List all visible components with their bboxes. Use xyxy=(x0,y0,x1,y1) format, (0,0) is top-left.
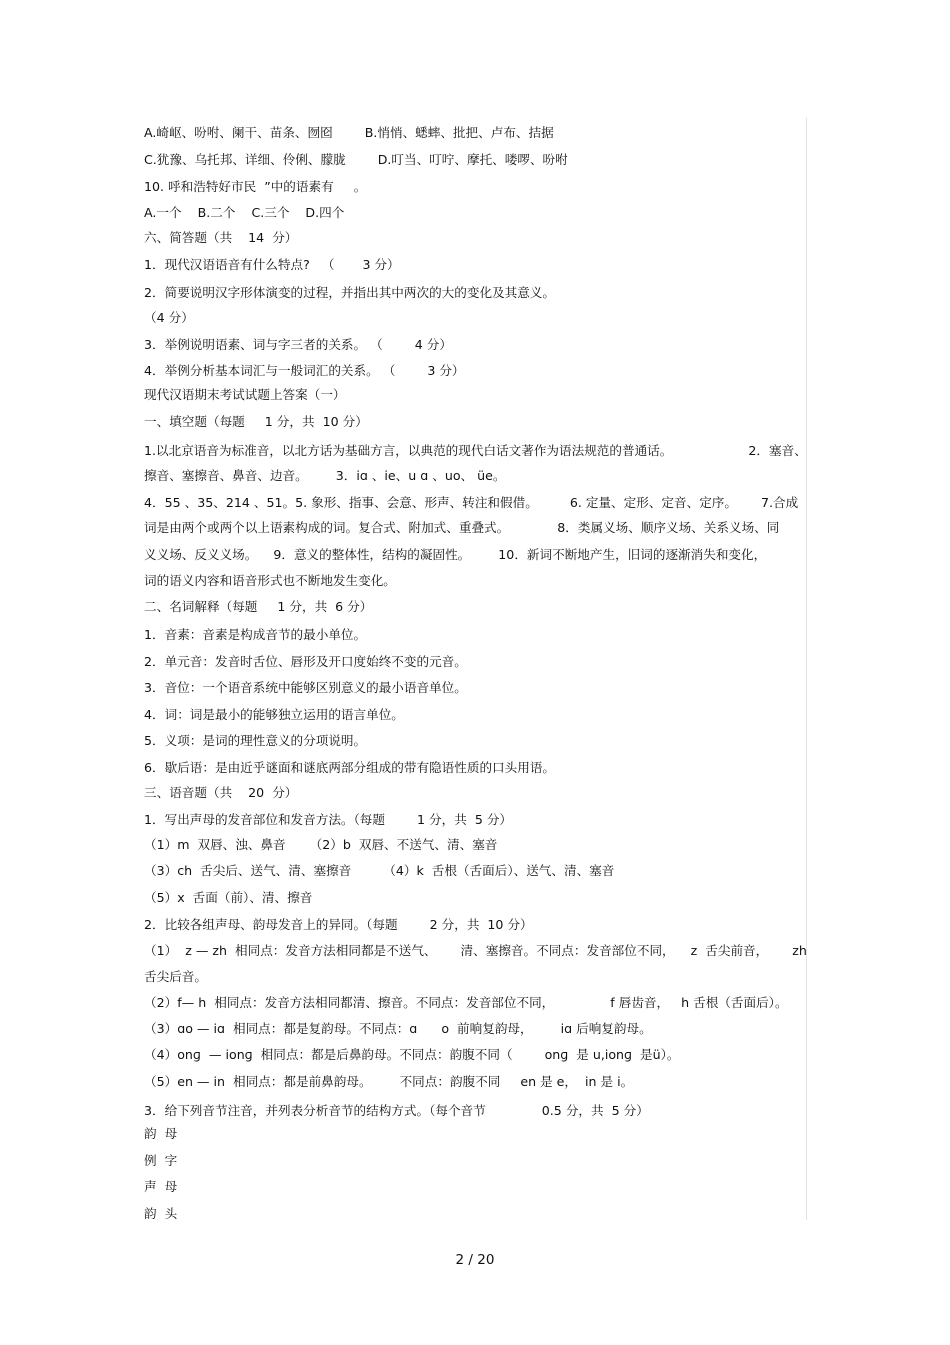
text-line: （5）x 舌面（前）、清、擦音 xyxy=(144,890,313,905)
text-line: 舌尖后音。 xyxy=(144,969,207,984)
text-line: 6．歇后语：是由近乎谜面和谜底两部分组成的带有隐语性质的口头用语。 xyxy=(144,760,556,775)
text-line: 1．写出声母的发音部位和发音方法。（每题 1 分，共 5 分） xyxy=(144,812,513,827)
text-line: 4．55 、35、214 、51。5. 象形、指事、会意、形声、转注和假借。 6. 定量、定形、定音、定序。 7.合成 xyxy=(144,495,799,510)
section-heading: 六、简答题（共 14 分） xyxy=(144,230,298,245)
text-line: （1）m 双唇、浊、鼻音 （2）b 双唇、不送气、清、塞音 xyxy=(144,837,498,852)
text-line: （2）f— h 相同点：发音方法相同都清、擦音。不同点：发音部位不同， f 唇齿音， h 舌根（舌面后）。 xyxy=(144,995,788,1010)
table-row-label: 声 母 xyxy=(144,1179,178,1194)
section-heading: 一、填空题（每题 1 分，共 10 分） xyxy=(144,414,368,429)
text-line: 5．义项：是词的理性意义的分项说明。 xyxy=(144,733,367,748)
text-line: （3）ch 舌尖后、送气、清、塞擦音 （4）k 舌根（舌面后）、送气、清、塞音 xyxy=(144,863,615,878)
text-line: （1） z — zh 相同点：发音方法相同都是不送气、 清、塞擦音。不同点：发音部位不同， z 舌尖前音， zh xyxy=(144,943,807,958)
text-line: 1.以北京语音为标准音，以北方话为基础方言，以典范的现代白话文著作为语法规范的普通话。 2．塞音、 xyxy=(144,443,807,458)
text-line: 4．举例分析基本词汇与一般词汇的关系。 （ 3 分） xyxy=(144,363,465,378)
text-line: 3．举例说明语素、词与字三者的关系。 （ 4 分） xyxy=(144,337,452,352)
text-line: （4）onɡ — ionɡ 相同点：都是后鼻韵母。不同点：韵腹不同（ onɡ 是 u,ionɡ 是ü）。 xyxy=(144,1047,680,1062)
text-line: A.崎岖、吩咐、阑干、苗条、囫囵 B.悄悄、蟋蟀、批把、卢布、拮据 xyxy=(144,125,554,140)
text-line: A.一个 B.二个 C.三个 D.四个 xyxy=(144,205,345,220)
text-line: 2．简要说明汉字形体演变的过程，并指出其中两次的大的变化及其意义。 xyxy=(144,285,556,300)
text-line: 10. 呼和浩特好市民 ”中的语素有 。 xyxy=(144,179,367,194)
text-line: 3．音位：一个语音系统中能够区别意义的最小语音单位。 xyxy=(144,680,467,695)
text-line: 2．比较各组声母、韵母发音上的异同。（每题 2 分，共 10 分） xyxy=(144,917,533,932)
table-row-label: 韵 头 xyxy=(144,1206,178,1221)
text-line: （5）en — in 相同点：都是前鼻韵母。 不同点：韵腹不同 en 是 e， in 是 i。 xyxy=(144,1074,634,1089)
text-line: （3）ɑo — iɑ 相同点：都是复韵母。不同点：ɑ o 前响复韵母， iɑ 后响复韵母。 xyxy=(144,1021,652,1036)
text-line: 词是由两个或两个以上语素构成的词。复合式、附加式、重叠式。 8．类属义场、顺序义场、关系义场、同 xyxy=(144,520,780,535)
table-row-label: 韵 母 xyxy=(144,1126,178,1141)
right-margin-rule xyxy=(806,118,807,1220)
text-line: 1．音素：音素是构成音节的最小单位。 xyxy=(144,627,367,642)
answers-title: 现代汉语期末考试试题上答案（一） xyxy=(144,387,346,402)
text-line: 义义场、反义义场。 9．意义的整体性，结构的凝固性。 10．新词不断地产生，旧词的逐渐消失和变化， xyxy=(144,547,767,562)
text-line: 擦音、塞擦音、鼻音、边音。 3．iɑ 、ie、u ɑ 、uo、 üe。 xyxy=(144,468,506,483)
text-line: 2．单元音：发音时舌位、唇形及开口度始终不变的元音。 xyxy=(144,654,467,669)
text-line: （4 分） xyxy=(144,310,194,325)
section-heading: 二、名词解释（每题 1 分，共 6 分） xyxy=(144,599,373,614)
table-row-label: 例 字 xyxy=(144,1153,178,1168)
text-line: C.犹豫、乌托邦、详细、伶俐、朦胧 D.叮当、叮咛、摩托、喽啰、吩咐 xyxy=(144,152,568,167)
section-heading: 三、语音题（共 20 分） xyxy=(144,785,298,800)
page-number: 2 / 20 xyxy=(455,1252,495,1268)
text-line: 词的语义内容和语音形式也不断地发生变化。 xyxy=(144,573,396,588)
text-line: 3．给下列音节注音，并列表分析音节的结构方式。（每个音节 0.5 分，共 5 分） xyxy=(144,1103,649,1118)
text-line: 4．词：词是最小的能够独立运用的语言单位。 xyxy=(144,707,404,722)
text-line: 1．现代汉语语音有什么特点? （ 3 分） xyxy=(144,257,400,272)
